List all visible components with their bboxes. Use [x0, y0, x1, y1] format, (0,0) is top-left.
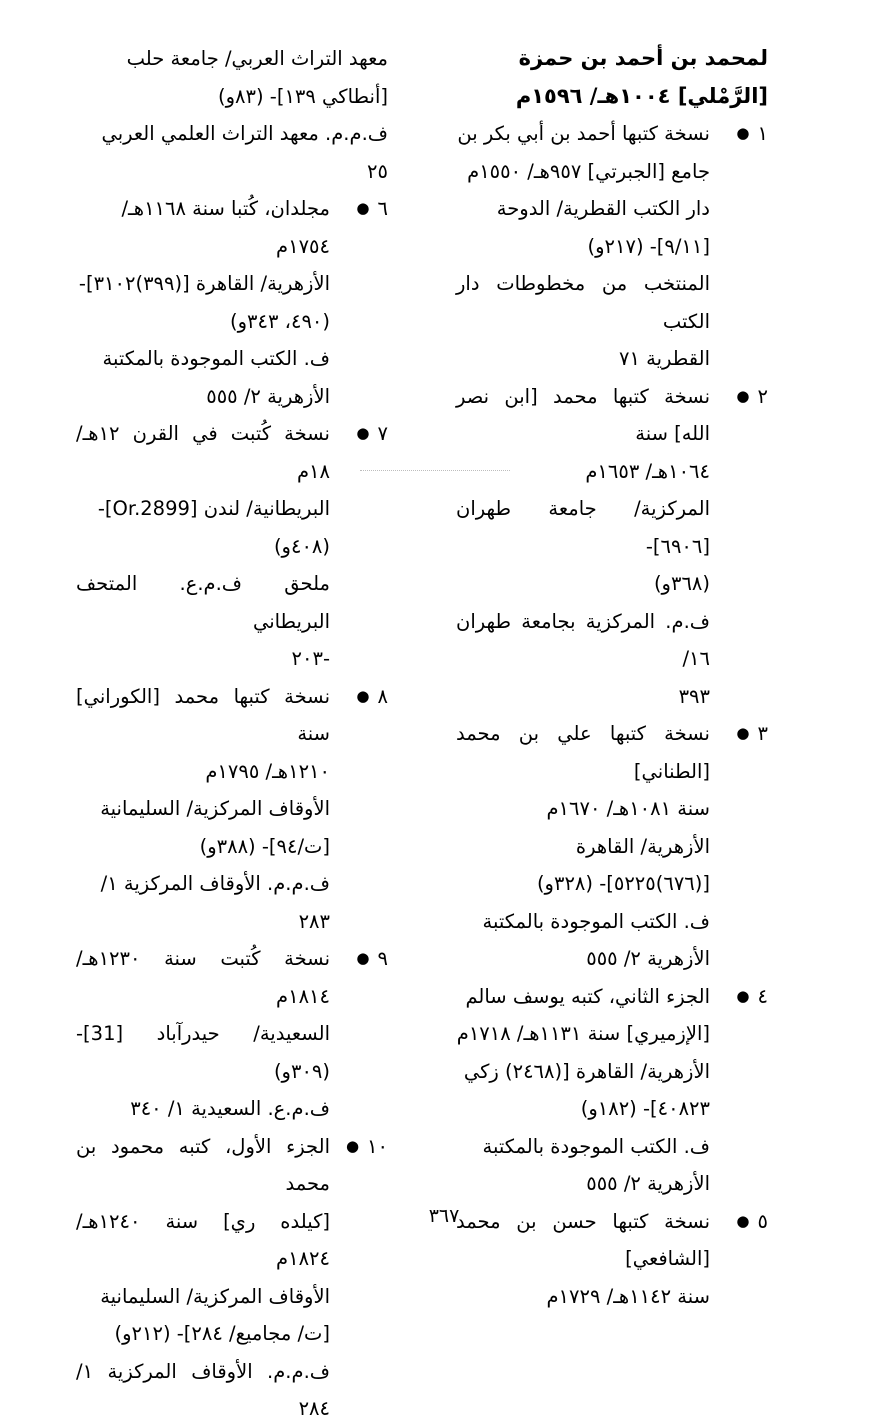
- manuscript-entry-2: [456, 378, 768, 716]
- entry-line: نسخة كتبها حسن بن محمد [الشافعي]: [456, 1209, 710, 1270]
- manuscript-entry-4: [456, 978, 768, 1203]
- entry-line: الأزهرية/ القاهرة [(٢٤٦٨) زكي: [463, 1059, 710, 1083]
- entry-number: ١: [757, 122, 768, 145]
- heading-line-2: [الرَّمْلي] ١٠٠٤هـ/ ١٥٩٦م: [515, 83, 768, 108]
- entry-line: سنة ١١٤٢هـ/ ١٧٢٩م: [546, 1284, 710, 1308]
- bullet-icon: ●: [345, 1136, 360, 1155]
- entry-line: [٩/١١]- (٢١٧و): [587, 234, 710, 258]
- entry-line: المنتخب من مخطوطات دار الكتب: [456, 272, 710, 333]
- bullet-icon: ●: [356, 199, 370, 217]
- entry-line: ١٠٦٤هـ/ ١٦٥٣م: [585, 459, 710, 483]
- entry-line: ف.م.م. الأوقاف المركزية ١/: [100, 872, 330, 895]
- entry-line: [ت/ مجاميع/ ٢٨٤]- (٢١٢و): [114, 1322, 330, 1345]
- right-column: [456, 40, 768, 1315]
- entry-line: جامع [الجبرتي] ٩٥٧هـ/ ١٥٥٠م: [467, 159, 710, 183]
- entry-line: ٤٠٨٢٣]- (١٨٢و): [580, 1097, 710, 1120]
- manuscript-entry-10: [76, 1128, 388, 1428]
- bullet-icon: ●: [736, 124, 750, 142]
- entry-line: الأوقاف المركزية/ السليمانية: [100, 1284, 330, 1308]
- manuscript-entry-8: [76, 678, 388, 941]
- entry-line: (٣٦٨و): [653, 572, 710, 595]
- entry-line: الجزء الأول، كتبه محمود بن محمد: [76, 1134, 330, 1195]
- entry-line: ١٢١٠هـ/ ١٧٩٥م: [205, 759, 330, 783]
- entry-line: نسخة كتبها محمد [الكوراني] سنة: [76, 684, 330, 745]
- entry-line: القطرية ٧١: [618, 347, 710, 370]
- entry-line: ف. الكتب الموجودة بالمكتبة: [482, 909, 710, 933]
- entry-line: نسخة كتبها محمد [ابن نصر الله] سنة: [456, 384, 710, 445]
- entry-number: ٨: [377, 684, 388, 708]
- entry-line: ١٧٥٤م: [276, 234, 330, 258]
- entry-line: ٢٥: [367, 159, 388, 183]
- entry-line: نسخة كتبها علي بن محمد [الطناني]: [456, 722, 710, 783]
- entry-line: [كيلده ري] سنة ١٢٤٠هـ/ ١٨٢٤م: [76, 1209, 330, 1270]
- bullet-icon: ●: [356, 949, 370, 967]
- entry-line: [(٦٧٦)٥٢٢٥]- (٣٢٨و): [536, 872, 710, 895]
- entry-line: نسخة كُتبت سنة ١٢٣٠هـ/ ١٨١٤م: [76, 947, 330, 1008]
- entry-line: الأزهرية/ القاهرة [(٣٩٩)٣١٠٢]-: [78, 272, 330, 295]
- entry-number: ٧: [377, 422, 388, 445]
- entry-line: ملحق ف.م.ع. المتحف البريطاني: [76, 572, 330, 633]
- entry-line: (٤٠٨و): [273, 534, 330, 558]
- entry-line: معهد التراث العربي/ جامعة حلب: [126, 47, 388, 70]
- entry-line: [الإزميري] سنة ١١٣١هـ/ ١٧١٨م: [456, 1022, 710, 1045]
- entry-line: (٤٩٠، ٣٤٣و): [230, 309, 330, 333]
- entry-line: الأزهرية ٢/ ٥٥٥: [586, 1172, 710, 1195]
- continued-entry: [76, 40, 388, 190]
- bullet-icon: ●: [736, 1211, 750, 1230]
- author-heading: [456, 40, 768, 115]
- bullet-icon: ●: [356, 686, 370, 705]
- entry-line: نسخة كُتبت في القرن ١٢هـ/ ١٨م: [76, 422, 330, 483]
- entry-line: [ت/٩٤]- (٣٨٨و): [199, 834, 330, 858]
- entry-line: المركزية/ جامعة طهران [٦٩٠٦]-: [456, 497, 710, 558]
- entry-line: ٣٩٣: [678, 684, 710, 708]
- entry-line: السعيدية/ حيدرآباد [31]- (٣٠٩و): [76, 1022, 330, 1083]
- entry-number: ٢: [757, 384, 768, 408]
- entry-line: الأزهرية/ القاهرة: [575, 834, 710, 858]
- manuscript-entry-7: [76, 415, 388, 678]
- bullet-icon: ●: [736, 386, 750, 405]
- page-number: ٣٦٧: [428, 1205, 460, 1227]
- manuscript-entry-6: [76, 190, 388, 415]
- entry-line: ف.م. المركزية بجامعة طهران ١٦/: [456, 609, 710, 670]
- entry-number: ٦: [377, 197, 388, 220]
- entry-number: ٥: [757, 1209, 768, 1233]
- entry-line: نسخة كتبها أحمد بن أبي بكر بن: [457, 122, 710, 145]
- entry-line: ف.م.م. معهد التراث العلمي العربي: [101, 122, 388, 145]
- entry-number: ٤: [757, 984, 768, 1008]
- entry-line: -٢٠٣: [291, 647, 330, 670]
- entry-line: ف. الكتب الموجودة بالمكتبة: [482, 1134, 710, 1158]
- entry-line: مجلدان، كُتبا سنة ١١٦٨هـ/: [121, 197, 330, 220]
- manuscript-entry-1: [456, 115, 768, 378]
- entry-line: الجزء الثاني، كتبه يوسف سالم: [465, 984, 710, 1008]
- manuscript-entry-3: [456, 715, 768, 978]
- bullet-icon: ●: [736, 986, 750, 1005]
- entry-line: سنة ١٠٨١هـ/ ١٦٧٠م: [546, 797, 710, 820]
- entry-number: ٣: [757, 722, 768, 745]
- bullet-icon: ●: [736, 724, 750, 742]
- entry-line: ف. الكتب الموجودة بالمكتبة: [102, 347, 330, 370]
- heading-line-1: لمحمد بن أحمد بن حمزة: [518, 46, 768, 70]
- entry-line: الأزهرية ٢/ ٥٥٥: [206, 384, 330, 408]
- entry-line: الأوقاف المركزية/ السليمانية: [100, 797, 330, 820]
- entry-line: ف.م.م. الأوقاف المركزية ١/ ٢٨٤: [76, 1359, 330, 1420]
- entry-number: ١٠: [367, 1134, 388, 1158]
- entry-line: ف.م.ع. السعيدية ١/ ٣٤٠: [130, 1097, 330, 1120]
- entry-line: الأزهرية ٢/ ٥٥٥: [586, 947, 710, 970]
- entry-line: دار الكتب القطرية/ الدوحة: [496, 197, 710, 220]
- bullet-icon: ●: [356, 424, 370, 442]
- entry-line: البريطانية/ لندن [Or.2899]-: [97, 497, 330, 520]
- entry-number: ٩: [377, 947, 388, 970]
- entry-line: [أنطاكي ١٣٩]- (٨٣و): [218, 84, 388, 108]
- entry-line: ٢٨٣: [298, 909, 330, 933]
- manuscript-entry-9: [76, 940, 388, 1128]
